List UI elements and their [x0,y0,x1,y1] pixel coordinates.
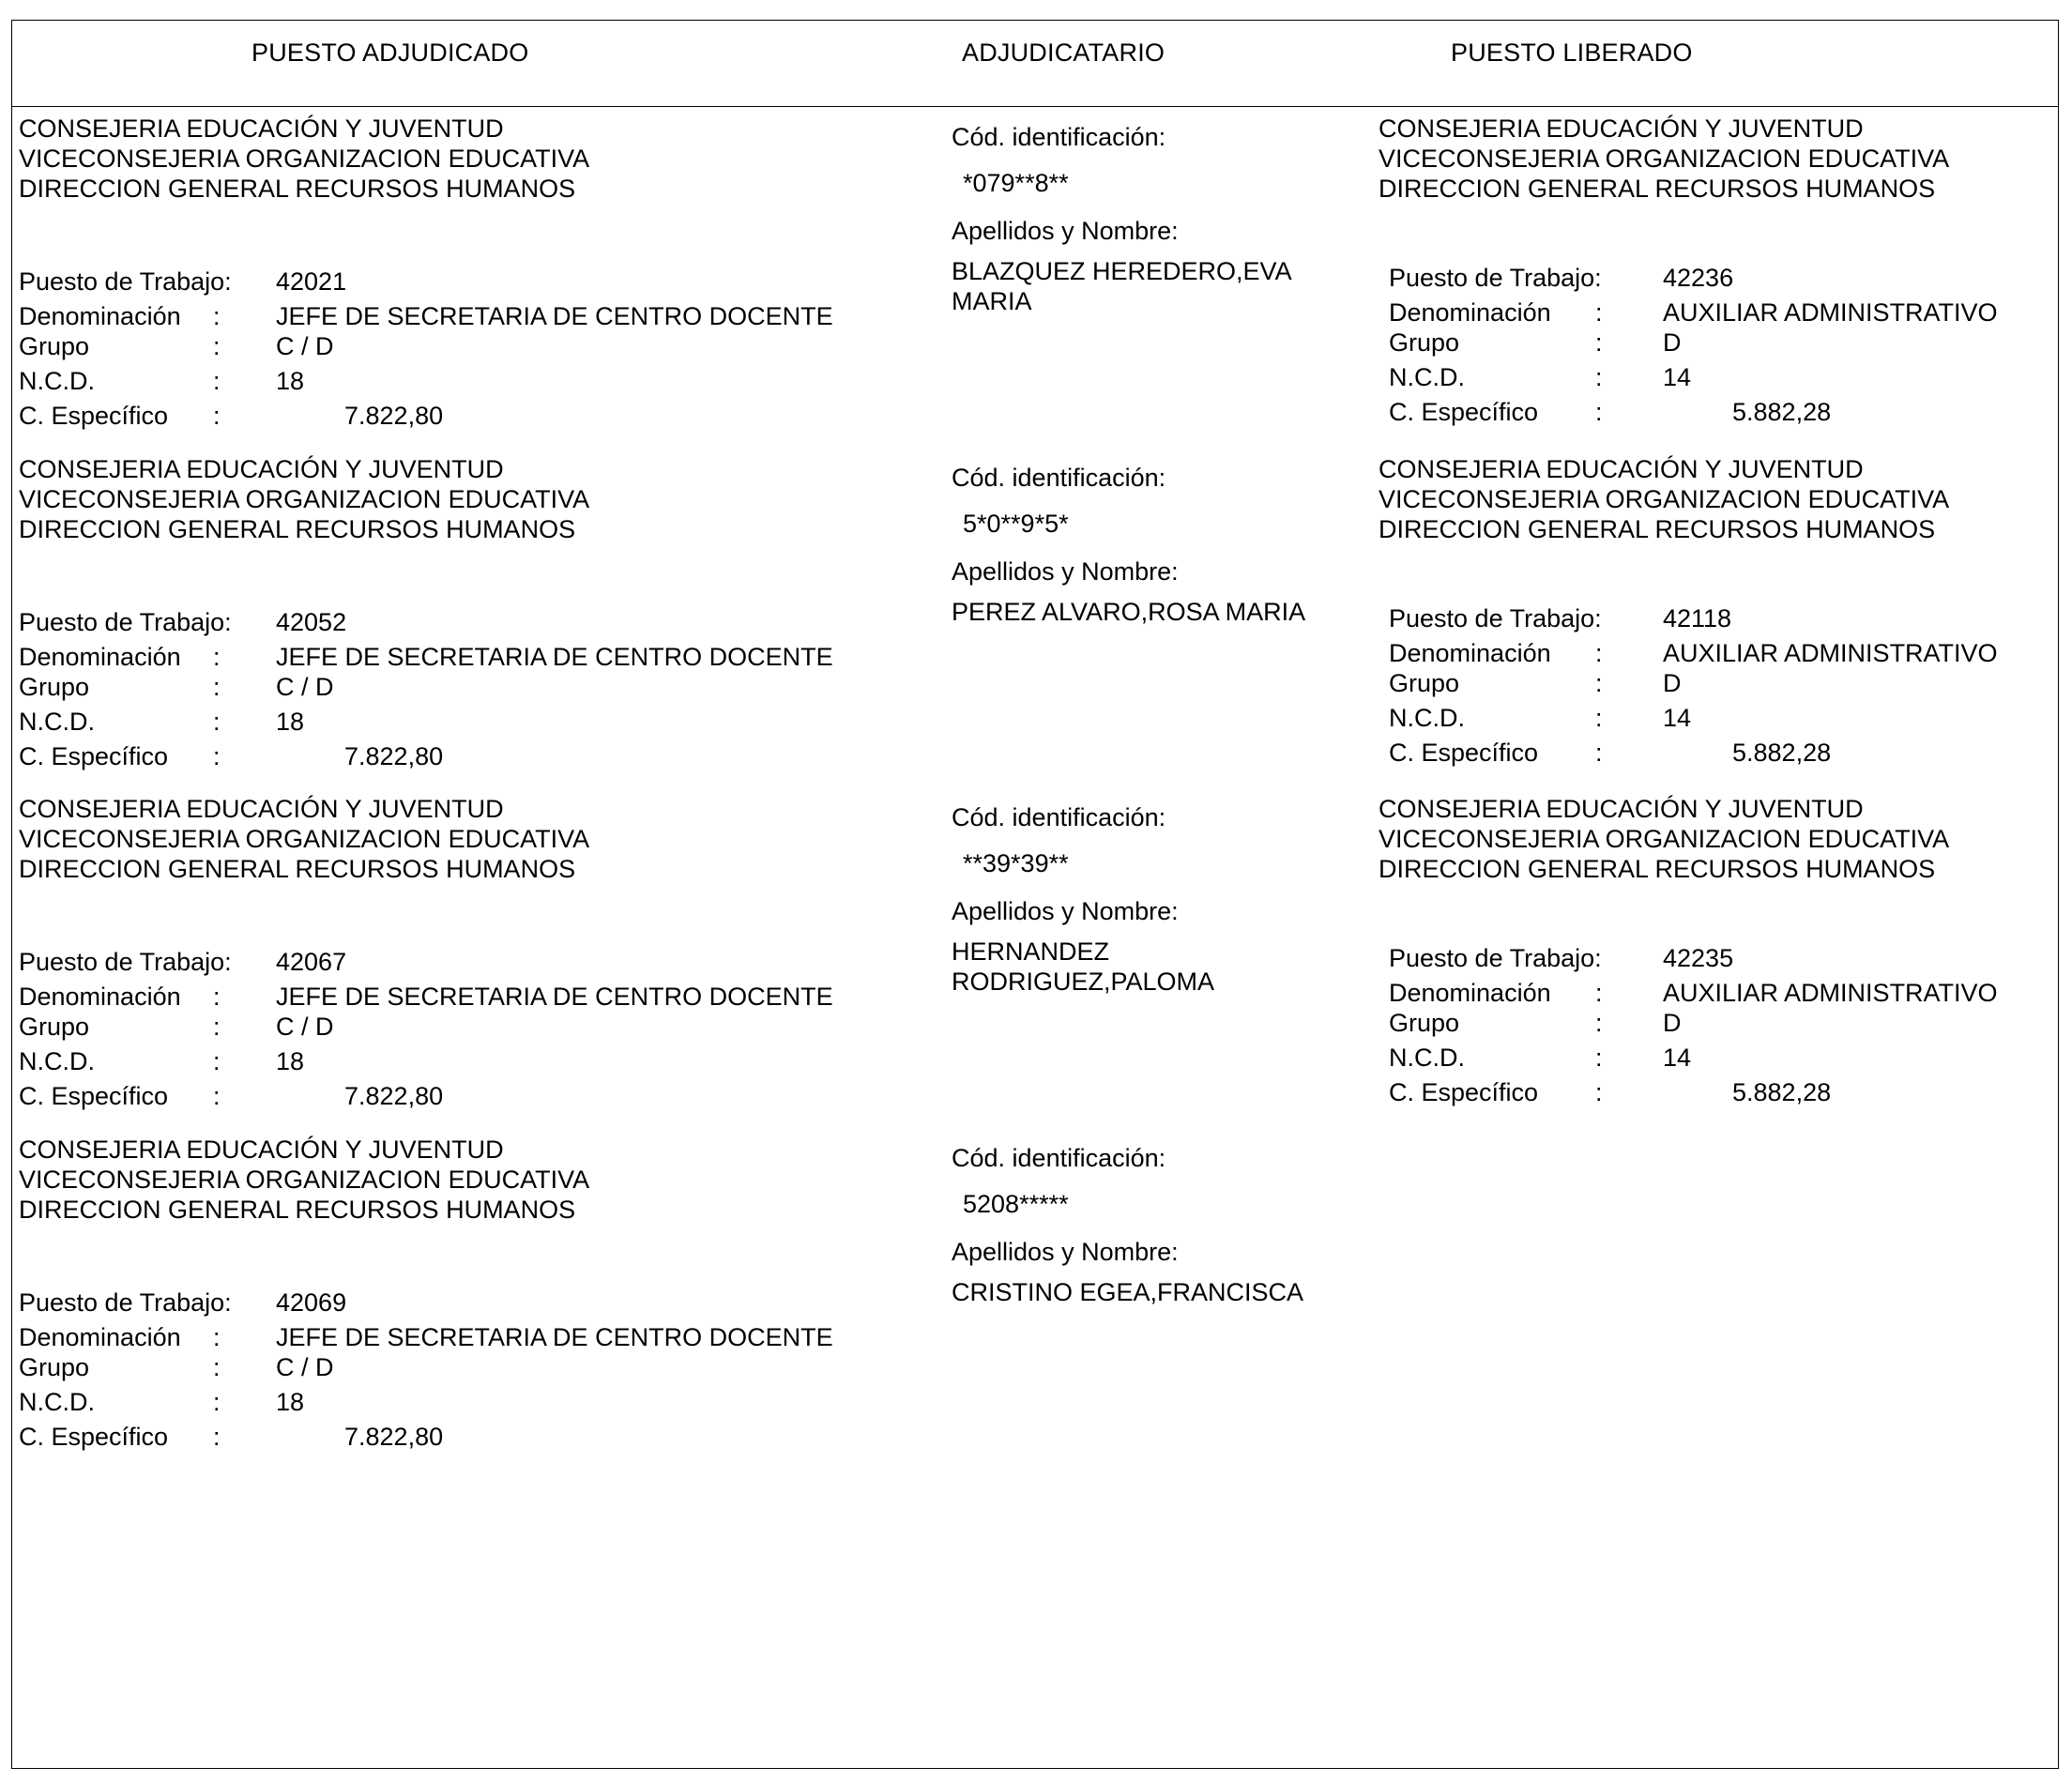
liberado-denominacion-colon: : [1595,298,1603,327]
liberado-denominacion-label: Denominación [1389,298,1551,327]
adjudicado-ncd-colon: : [213,1047,221,1075]
liberado-denominacion-value: AUXILIAR ADMINISTRATIVO [1663,638,1998,667]
liberado-grupo-value: D [1663,1009,1682,1037]
adjudicado-grupo-colon: : [213,332,221,360]
adjudicado-puesto-value: 42067 [276,948,347,976]
liberado-denominacion-value: AUXILIAR ADMINISTRATIVO [1663,979,1998,1007]
cod-identificacion-label: Cód. identificación: [952,123,1166,151]
adjudicado-ncd-label: N.C.D. [19,1387,95,1416]
liberado-organization [1379,794,1949,884]
apellidos-nombre-value: PEREZ ALVARO,ROSA MARIA [952,597,1306,626]
adjudicado-puesto-label: Puesto de Trabajo: [19,948,232,976]
adjudicado-especifico-label: C. Específico [19,741,169,770]
liberado-denominacion-value: AUXILIAR ADMINISTRATIVO [1663,298,1998,327]
liberado-organization-line: CONSEJERIA EDUCACIÓN Y JUVENTUD [1379,454,1864,483]
adjudicado-puesto-value: 42021 [276,267,347,296]
apellidos-nombre-label: Apellidos y Nombre: [952,1237,1179,1266]
liberado-ncd-colon: : [1595,363,1603,391]
adjudicado-especifico-colon: : [213,741,221,770]
adjudicado-ncd-label: N.C.D. [19,707,95,736]
adjudicado-grupo-label: Grupo [19,1352,90,1381]
liberado-puesto-label: Puesto de Trabajo: [1389,264,1602,292]
adjudicado-denominacion-value: JEFE DE SECRETARIA DE CENTRO DOCENTE [276,302,833,330]
adjudicado-ncd-label: N.C.D. [19,1047,95,1075]
liberado-grupo-label: Grupo [1389,668,1460,697]
liberado-organization-line: CONSEJERIA EDUCACIÓN Y JUVENTUD [1379,795,1864,823]
liberado-ncd-value: 14 [1663,363,1692,391]
adjudicado-organization-line: DIRECCION GENERAL RECURSOS HUMANOS [19,1195,576,1224]
apellidos-nombre-value: CRISTINO EGEA,FRANCISCA [952,1277,1304,1306]
liberado-ncd-colon: : [1595,1044,1603,1072]
adjudicado-puesto-value: 42069 [276,1288,347,1317]
adjudicado-organization-line: VICECONSEJERIA ORGANIZACION EDUCATIVA [19,145,590,173]
adjudicado-organization-line: CONSEJERIA EDUCACIÓN Y JUVENTUD [19,454,504,483]
adjudicado-especifico-colon: : [213,1082,221,1110]
adjudicado-puesto-value: 42052 [276,607,347,636]
liberado-grupo-value: D [1663,668,1682,697]
header-adjudicatario: ADJUDICATARIO [962,38,1166,67]
liberado-ncd-label: N.C.D. [1389,363,1465,391]
liberado-denominacion-label: Denominación [1389,979,1551,1007]
adjudicado-organization-line: VICECONSEJERIA ORGANIZACION EDUCATIVA [19,484,590,513]
adjudicado-grupo-value: C / D [276,1352,334,1381]
adjudicado-especifico-value: 7.822,80 [344,402,444,430]
liberado-grupo-colon: : [1595,328,1603,357]
liberado-organization-line: VICECONSEJERIA ORGANIZACION EDUCATIVA [1379,825,1950,853]
liberado-organization-line: CONSEJERIA EDUCACIÓN Y JUVENTUD [1379,114,1864,143]
liberado-puesto-value: 42236 [1663,264,1734,292]
liberado-ncd-colon: : [1595,703,1603,732]
adjudicado-organization [19,1135,589,1225]
adjudicado-puesto-label: Puesto de Trabajo: [19,267,232,296]
adjudicado-grupo-value: C / D [276,672,334,701]
adjudicado-grupo-value: C / D [276,332,334,360]
liberado-ncd-label: N.C.D. [1389,703,1465,732]
adjudicado-grupo-value: C / D [276,1013,334,1041]
adjudicado-denominacion-colon: : [213,1322,221,1351]
liberado-grupo-colon: : [1595,668,1603,697]
liberado-puesto-value: 42118 [1663,603,1732,632]
adjudicado-denominacion-value: JEFE DE SECRETARIA DE CENTRO DOCENTE [276,642,833,671]
apellidos-nombre-value: HERNANDEZ RODRIGUEZ,PALOMA [952,937,1215,996]
liberado-grupo-label: Grupo [1389,1009,1460,1037]
liberado-especifico-colon: : [1595,738,1603,767]
adjudicado-organization-line: CONSEJERIA EDUCACIÓN Y JUVENTUD [19,114,504,143]
cod-identificacion-label: Cód. identificación: [952,463,1166,492]
adjudicado-especifico-label: C. Específico [19,1422,169,1451]
adjudicado-organization-line: DIRECCION GENERAL RECURSOS HUMANOS [19,514,576,543]
adjudicado-denominacion-label: Denominación [19,302,181,330]
apellidos-nombre-value: BLAZQUEZ HEREDERO,EVA MARIA [952,257,1291,315]
cod-identificacion-value: 5*0**9*5* [963,509,1069,538]
cod-identificacion-label: Cód. identificación: [952,1143,1166,1172]
adjudicado-ncd-value: 18 [276,367,305,395]
adjudicado-especifico-label: C. Específico [19,1082,169,1110]
adjudicado-ncd-value: 18 [276,707,305,736]
cod-identificacion-value: **39*39** [963,849,1069,877]
liberado-especifico-label: C. Específico [1389,398,1539,426]
liberado-organization [1379,454,1949,544]
adjudicado-ncd-value: 18 [276,1387,305,1416]
liberado-especifico-value: 5.882,28 [1732,738,1832,767]
adjudicado-denominacion-value: JEFE DE SECRETARIA DE CENTRO DOCENTE [276,1322,833,1351]
adjudicado-denominacion-label: Denominación [19,983,181,1011]
liberado-grupo-label: Grupo [1389,328,1460,357]
adjudicado-especifico-value: 7.822,80 [344,1082,444,1110]
adjudicado-denominacion-colon: : [213,983,221,1011]
adjudicado-especifico-colon: : [213,1422,221,1451]
liberado-puesto-value: 42235 [1663,944,1734,972]
liberado-denominacion-colon: : [1595,638,1603,667]
adjudicado-puesto-label: Puesto de Trabajo: [19,607,232,636]
liberado-ncd-value: 14 [1663,1044,1692,1072]
adjudicado-organization [19,454,589,544]
apellidos-nombre-label: Apellidos y Nombre: [952,556,1179,586]
header-divider [11,106,2059,107]
liberado-denominacion-label: Denominación [1389,638,1551,667]
liberado-especifico-colon: : [1595,398,1603,426]
cod-identificacion-value: *079**8** [963,169,1069,197]
adjudicado-ncd-label: N.C.D. [19,367,95,395]
adjudicado-organization-line: CONSEJERIA EDUCACIÓN Y JUVENTUD [19,795,504,823]
liberado-especifico-label: C. Específico [1389,738,1539,767]
adjudicado-ncd-colon: : [213,367,221,395]
cod-identificacion-value: 5208***** [963,1189,1069,1218]
adjudicado-organization [19,114,589,204]
liberado-organization-line: DIRECCION GENERAL RECURSOS HUMANOS [1379,514,1936,543]
adjudicado-ncd-colon: : [213,707,221,736]
adjudicado-organization-line: DIRECCION GENERAL RECURSOS HUMANOS [19,855,576,883]
adjudicado-especifico-value: 7.822,80 [344,741,444,770]
adjudicado-denominacion-colon: : [213,302,221,330]
header-puesto-liberado: PUESTO LIBERADO [1451,38,1693,67]
apellidos-nombre-label: Apellidos y Nombre: [952,217,1179,245]
liberado-grupo-value: D [1663,328,1682,357]
liberado-puesto-label: Puesto de Trabajo: [1389,603,1602,632]
adjudicado-grupo-colon: : [213,1013,221,1041]
adjudicado-especifico-value: 7.822,80 [344,1422,444,1451]
liberado-organization-line: DIRECCION GENERAL RECURSOS HUMANOS [1379,175,1936,203]
adjudicado-grupo-colon: : [213,1352,221,1381]
adjudicado-organization-line: DIRECCION GENERAL RECURSOS HUMANOS [19,175,576,203]
adjudicado-puesto-label: Puesto de Trabajo: [19,1288,232,1317]
cod-identificacion-label: Cód. identificación: [952,803,1166,831]
liberado-organization-line: DIRECCION GENERAL RECURSOS HUMANOS [1379,855,1936,883]
liberado-organization-line: VICECONSEJERIA ORGANIZACION EDUCATIVA [1379,484,1950,513]
adjudicado-organization-line: VICECONSEJERIA ORGANIZACION EDUCATIVA [19,825,590,853]
adjudicado-organization-line: VICECONSEJERIA ORGANIZACION EDUCATIVA [19,1165,590,1194]
adjudicado-denominacion-colon: : [213,642,221,671]
liberado-especifico-label: C. Específico [1389,1078,1539,1106]
liberado-organization [1379,114,1949,204]
liberado-denominacion-colon: : [1595,979,1603,1007]
apellidos-nombre-label: Apellidos y Nombre: [952,897,1179,925]
liberado-puesto-label: Puesto de Trabajo: [1389,944,1602,972]
adjudicado-ncd-value: 18 [276,1047,305,1075]
header-puesto-adjudicado: PUESTO ADJUDICADO [251,38,529,67]
adjudicado-organization [19,794,589,884]
adjudicado-denominacion-value: JEFE DE SECRETARIA DE CENTRO DOCENTE [276,983,833,1011]
adjudicado-especifico-label: C. Específico [19,402,169,430]
liberado-especifico-value: 5.882,28 [1732,398,1832,426]
adjudicado-especifico-colon: : [213,402,221,430]
adjudicado-organization-line: CONSEJERIA EDUCACIÓN Y JUVENTUD [19,1135,504,1164]
adjudicado-grupo-label: Grupo [19,672,90,701]
liberado-especifico-colon: : [1595,1078,1603,1106]
liberado-grupo-colon: : [1595,1009,1603,1037]
adjudicado-denominacion-label: Denominación [19,642,181,671]
adjudicado-grupo-colon: : [213,672,221,701]
adjudicado-grupo-label: Grupo [19,1013,90,1041]
adjudicado-denominacion-label: Denominación [19,1322,181,1351]
adjudicado-grupo-label: Grupo [19,332,90,360]
liberado-organization-line: VICECONSEJERIA ORGANIZACION EDUCATIVA [1379,145,1950,173]
liberado-ncd-value: 14 [1663,703,1692,732]
liberado-especifico-value: 5.882,28 [1732,1078,1832,1106]
liberado-ncd-label: N.C.D. [1389,1044,1465,1072]
adjudicado-ncd-colon: : [213,1387,221,1416]
